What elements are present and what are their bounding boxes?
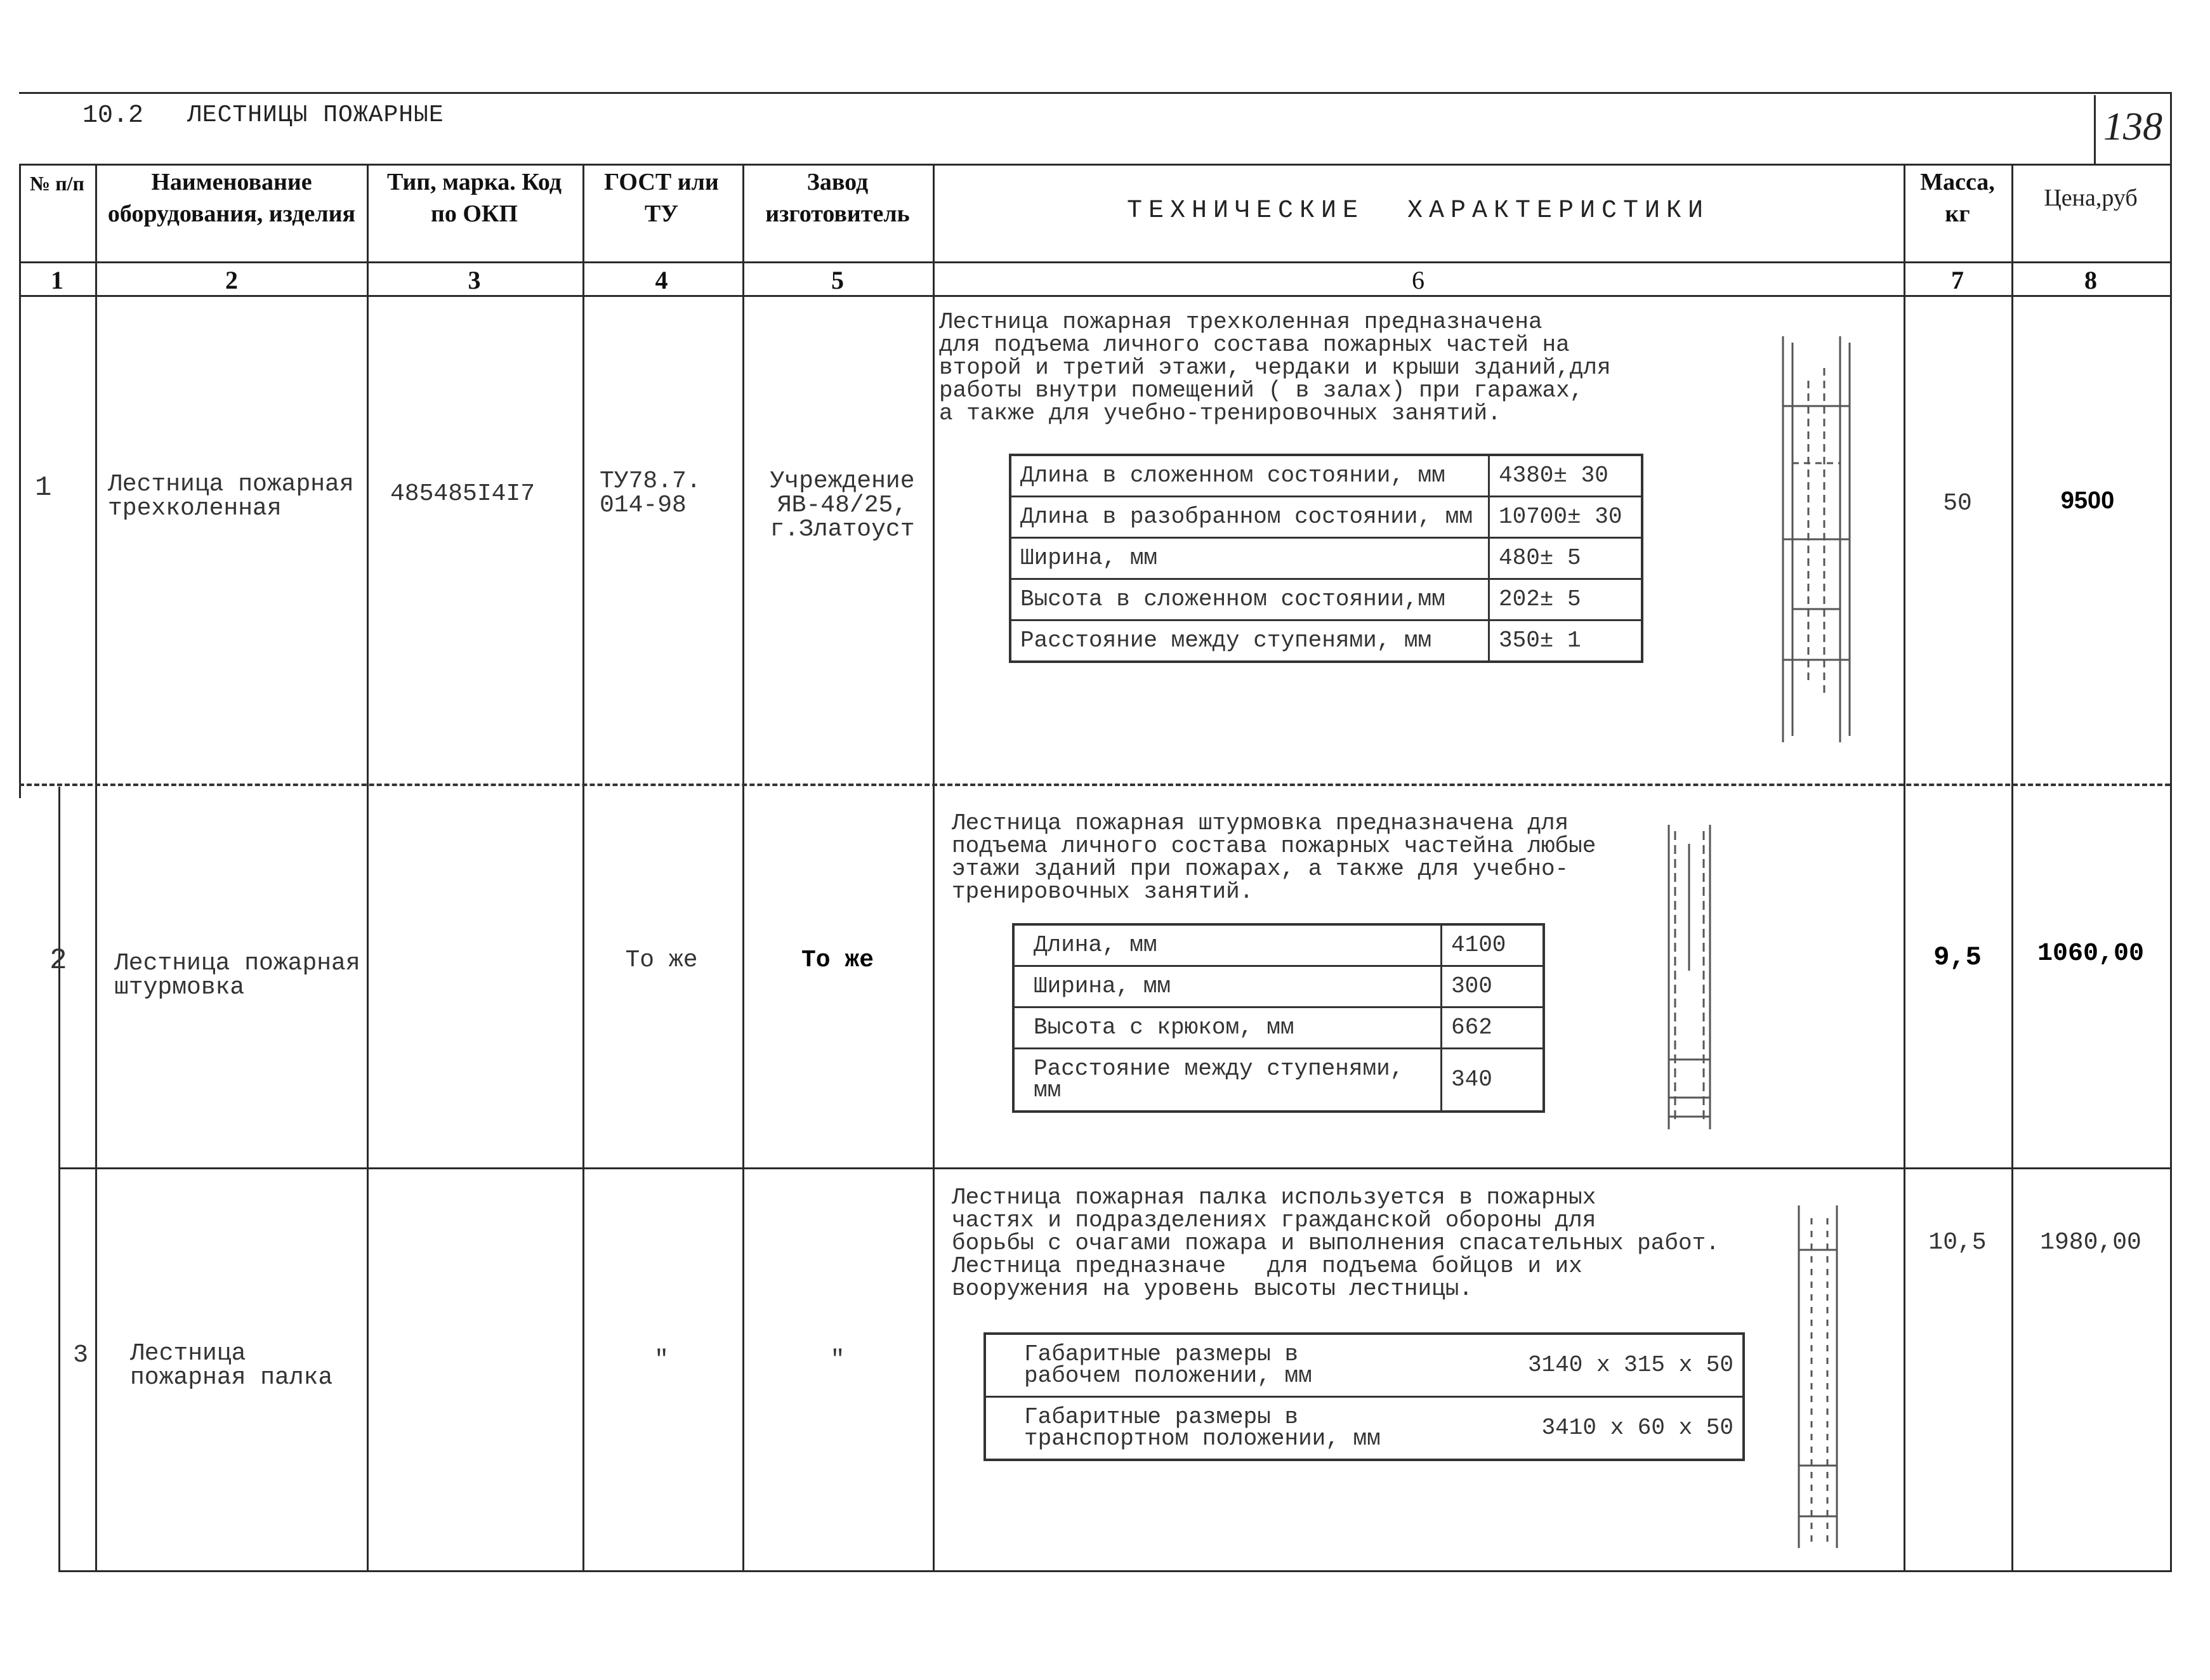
row3-name: Лестница пожарная палка (130, 1340, 333, 1391)
spec-row (1010, 620, 1642, 662)
row1-code: 485485I4I7 (390, 480, 536, 508)
spec-row (1013, 966, 1544, 1007)
page-number-border (2094, 95, 2096, 165)
header-col5: Завод изготовитель (765, 169, 910, 227)
spec-label: Расстояние между ступенями, мм (1010, 620, 1489, 662)
page-number: 138 (2103, 105, 2162, 148)
header-col8: Цена,руб (2044, 185, 2138, 211)
spec-label: Ширина, мм (1013, 966, 1442, 1007)
col-line-7 (2011, 164, 2013, 1572)
row-separator-2 (58, 1167, 2171, 1169)
spec-row (1010, 497, 1642, 538)
col-line-1 (95, 164, 97, 1572)
spec-value: 480± 5 (1489, 538, 1643, 579)
col-line-5 (933, 164, 935, 1572)
top-border (19, 92, 2170, 94)
spec-label: Расстояние между ступенями, мм (1013, 1049, 1442, 1112)
colnum-6: 6 (1412, 266, 1424, 294)
row3-number: 3 (73, 1341, 89, 1370)
colnum-8: 8 (2084, 266, 2097, 294)
colnum-3: 3 (468, 266, 481, 294)
header-bottom-line (19, 261, 2170, 263)
spec-value: 4380± 30 (1489, 455, 1643, 497)
spec-label: Длина, мм (1013, 924, 1442, 966)
colnum-bottom-line (19, 295, 2170, 297)
spec-value: 4100 (1442, 924, 1544, 966)
spec-row (1013, 1007, 1544, 1049)
row3-description: Лестница пожарная палка используется в пожарных частях и подразделениях гражданской обороны для борьбы с очагами пожара и выполнения спасательных работ. Лестница предназначе для подъема бойцов и их вооружения на уровень высоты лестницы. (952, 1185, 1720, 1302)
spec-row (985, 1397, 1744, 1460)
row1-maker: Учреждение ЯВ-48/25, г.Златоуст (770, 468, 915, 543)
spec-value: 300 (1442, 966, 1544, 1007)
colnum-5: 5 (831, 266, 844, 294)
spec-row (1010, 579, 1642, 620)
col-line-3 (582, 164, 584, 1572)
header-col3: Тип, марка. Код по ОКП (386, 169, 562, 227)
row2-name: Лестница пожарная штурмовка (114, 950, 360, 1001)
spec-label: Высота с крюком, мм (1013, 1007, 1442, 1049)
colnum-4: 4 (655, 266, 668, 294)
colnum-1: 1 (51, 266, 63, 294)
spec-value: 350± 1 (1489, 620, 1643, 662)
spec-label: Высота в сложенном состоянии,мм (1010, 579, 1489, 620)
row3-mass: 10,5 (1928, 1229, 1987, 1256)
row-separator-1 (19, 784, 2170, 786)
spec-label: Длина в разобранном состоянии, мм (1010, 497, 1489, 538)
col-line-0 (19, 164, 21, 798)
table-bottom-line (58, 1570, 2171, 1572)
spec-label: Ширина, мм (1010, 538, 1489, 579)
row1-description: Лестница пожарная трехколенная предназначена для подъема личного состава пожарных частей на второй и третий этажи, чердаки и крыши зданий,для работы внутри помещений ( в залах) при гаражах, а также для учебно-тренировочных занятий. (939, 309, 1611, 426)
row2-gost: То же (625, 947, 698, 974)
colnum-7: 7 (1951, 266, 1964, 294)
row2-ladder-drawing (1656, 818, 1726, 1136)
row2-description: Лестница пожарная штурмовка предназначена для подъема личного состава пожарных частейна любые этажи зданий при пожарах, а также для учебно- тренировочных занятий. (952, 810, 1596, 905)
row1-gost: ТУ78.7. 014-98 (600, 468, 701, 519)
header-col7: Масса, кг (1920, 169, 1995, 227)
row1-number: 1 (35, 472, 52, 504)
row1-spec-table (1009, 454, 1643, 663)
spec-row (1013, 1049, 1544, 1112)
header-top-line (19, 164, 2170, 166)
row1-name: Лестница пожарная трехколенная (108, 471, 354, 522)
header-col4: ГОСТ или ТУ (604, 169, 719, 227)
row1-mass: 50 (1943, 490, 1972, 517)
row1-price: 9500 (2060, 487, 2115, 514)
section-number: 10.2 (82, 102, 144, 130)
row3-ladder-drawing (1783, 1199, 1853, 1554)
row3-gost: " (654, 1346, 669, 1374)
col-line-4 (742, 164, 744, 1572)
row3-price: 1980,00 (2040, 1229, 2141, 1256)
section-title: ЛЕСТНИЦЫ ПОЖАРНЫЕ (187, 102, 444, 129)
spec-row (985, 1334, 1744, 1397)
spec-value: 340 (1442, 1049, 1544, 1112)
col-line-0b (58, 787, 60, 1572)
spec-label: Габаритные размеры в рабочем положении, мм (985, 1334, 1414, 1397)
spec-value: 3140 x 315 x 50 (1414, 1334, 1744, 1397)
col-line-6 (1904, 164, 1905, 1572)
spec-value: 202± 5 (1489, 579, 1643, 620)
row3-maker: " (830, 1346, 845, 1374)
row2-price: 1060,00 (2037, 940, 2145, 968)
spec-label: Длина в сложенном состоянии, мм (1010, 455, 1489, 497)
header-col1: № п/п (30, 172, 84, 195)
row3-spec-table (983, 1332, 1745, 1461)
header-col6: ТЕХНИЧЕСКИЕ ХАРАКТЕРИСТИКИ (1126, 197, 1710, 225)
spec-value: 10700± 30 (1489, 497, 1643, 538)
row2-mass: 9,5 (1933, 942, 1982, 973)
colnum-2: 2 (225, 266, 238, 294)
spec-value: 662 (1442, 1007, 1544, 1049)
col-line-2 (367, 164, 369, 1572)
spec-row (1013, 924, 1544, 966)
spec-value: 3410 x 60 x 50 (1414, 1397, 1744, 1460)
row2-spec-table (1012, 923, 1545, 1113)
row2-number: 2 (49, 944, 67, 977)
header-col2: Наименование оборудования, изделия (107, 169, 356, 227)
spec-row (1010, 455, 1642, 497)
spec-label: Габаритные размеры в транспортном положении, мм (985, 1397, 1414, 1460)
spec-row (1010, 538, 1642, 579)
row1-ladder-drawing (1770, 330, 1872, 749)
row2-maker: То же (801, 947, 874, 974)
col-line-8 (2170, 92, 2172, 1572)
